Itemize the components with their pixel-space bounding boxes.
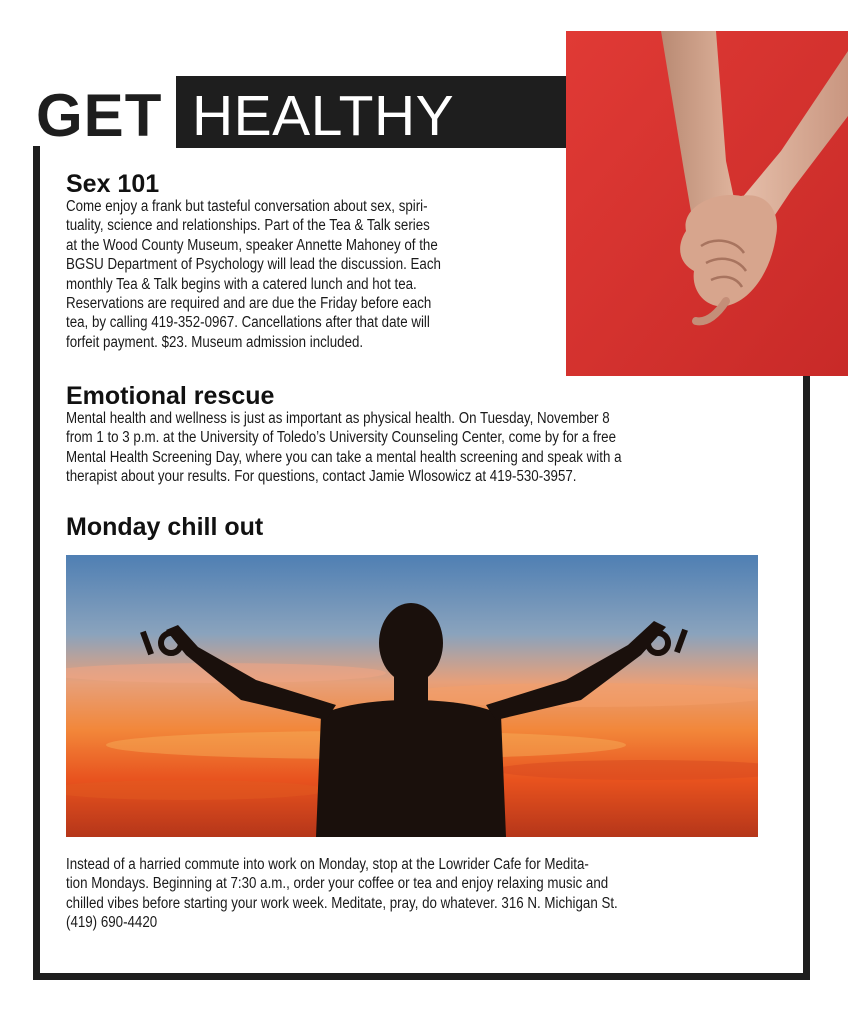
text-line: therapist about your results. For questions, contact Jamie Wlosowicz at 419-530-3957. [66,468,577,486]
section-title-emotional-rescue: Emotional rescue [66,382,275,410]
meditation-sunset-photo [66,555,758,837]
text-line: Mental health and wellness is just as important as physical health. On Tuesday, November 8 [66,410,610,427]
text-line: monthly Tea & Talk begins with a catered lunch and hot tea. [66,275,417,293]
section-body-monday-chill-out [66,855,618,933]
heading-healthy: HEALTHY [192,84,455,148]
text-line: Mental Health Screening Day, where you can take a mental health screening and speak with a [66,448,622,466]
holding-hands-illustration [566,31,848,376]
text-line: tuality, science and relationships. Part of the Tea & Talk series [66,217,430,235]
text-line: from 1 to 3 p.m. at the University of Toledo’s University Counseling Center, come by for a free [66,429,616,447]
meditation-silhouette-illustration [66,555,758,837]
heading-get: GET [36,82,163,149]
holding-hands-photo [566,31,848,376]
text-line: Instead of a harried commute into work on Monday, stop at the Lowrider Cafe for Medita- [66,856,589,873]
section-body-emotional-rescue [66,409,621,487]
text-line: Reservations are required and are due the Friday before each [66,295,432,313]
section-title-monday-chill-out: Monday chill out [66,513,264,541]
section-body-sex-101 [66,197,441,352]
text-line: (419) 690-4420 [66,914,158,932]
text-line: tion Mondays. Beginning at 7:30 a.m., order your coffee or tea and enjoy relaxing music and [66,875,609,893]
text-line: tea, by calling 419-352-0967. Cancellations after that date will [66,314,430,332]
text-line: chilled vibes before starting your work week. Meditate, pray, do whatever. 316 N. Michigan St. [66,894,618,912]
text-line: BGSU Department of Psychology will lead the discussion. Each [66,256,441,274]
text-line: Come enjoy a frank but tasteful conversation about sex, spiri- [66,198,428,215]
text-line: at the Wood County Museum, speaker Annette Mahoney of the [66,236,438,254]
section-title-sex-101: Sex 101 [66,170,160,198]
text-line: forfeit payment. $23. Museum admission included. [66,333,364,351]
